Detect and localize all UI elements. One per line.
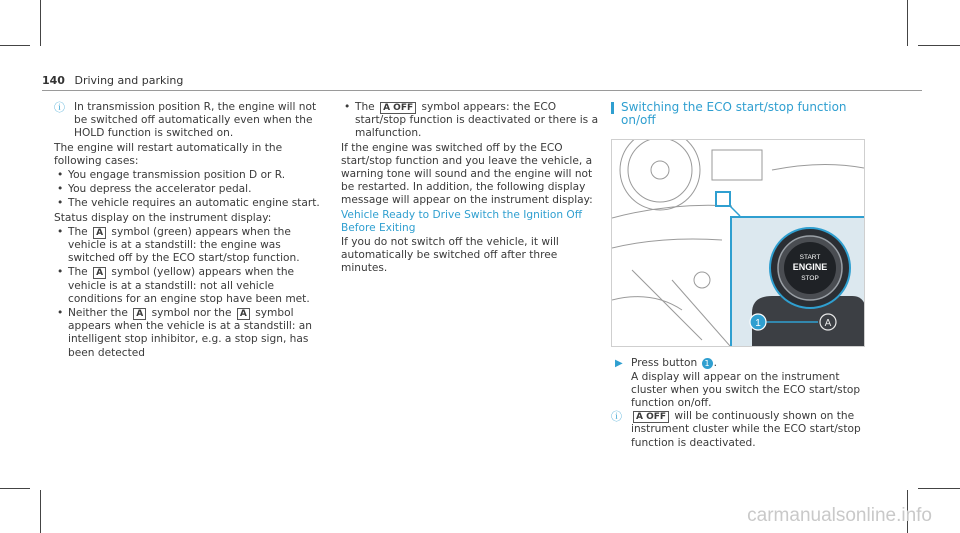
section-title: Driving and parking [74,74,184,87]
column-middle [341,101,603,277]
auto-off-paragraph: If you do not switch off the vehicle, it will automatically be switched off after three minutes. [341,236,559,275]
crop-mark [0,45,30,46]
engine-label: ENGINE [792,262,828,273]
restart-intro: The engine will restart automatically in the following cases: [54,141,283,167]
list-item: • Neither the A symbol nor the A symbol appears when the vehicle is at a standstill: an intelligent stop inhibitor, e.g. a stop sign, has been detected [54,307,326,360]
info-note: ⓘ In transmission position R, the engine will not be switched off automatically even when the HOLD function is switched on. [54,101,317,140]
column-left [54,101,326,361]
instruction-step: ▶ Press button 1 . A display will appear on the instrument cluster when you switch the ECO start/stop function on/off. [615,357,861,410]
callout-badge: 1 [755,318,761,330]
page-number: 140 [42,74,65,87]
eco-off-icon: A OFF [633,411,669,423]
section-heading: Switching the ECO start/stop function on/off [611,101,871,127]
crop-mark [907,0,908,46]
start-button-closeup [730,216,865,347]
crop-mark [40,490,41,533]
list-item: • The A symbol (green) appears when the vehicle is at a standstill: the engine was switched off by the ECO start/stop function. [54,226,326,266]
page-header [42,74,183,87]
list-item: • The vehicle requires an automatic engine start. [54,197,326,210]
warning-paragraph: If the engine was switched off by the ECO start/stop function and you leave the vehicle, a warning tone will sound and the engine will not be restarted. In addition, the following display message will appear on the instrument display: [341,141,593,207]
header-divider [42,90,922,91]
crop-mark [918,45,960,46]
eco-green-icon: A [93,227,106,239]
cockpit-illustration [611,139,865,347]
column-right [611,101,871,451]
stop-label: STOP [801,275,819,283]
start-label: START [799,254,821,262]
display-message: Vehicle Ready to Drive Switch the Ignition Off Before Exiting [341,208,583,234]
eco-button-icon: A [824,318,832,330]
status-intro: Status display on the instrument display: [54,211,272,224]
eco-green-icon: A [133,308,146,320]
eco-yellow-icon: A [93,267,106,279]
callout-badge: 1 [702,358,713,369]
crop-mark [40,0,41,46]
list-item: • You depress the accelerator pedal. [54,183,326,196]
watermark: carmanualsonline.info [747,505,932,526]
eco-off-icon: A OFF [380,102,416,114]
info-icon: ⓘ [611,410,622,424]
start-stop-button [732,218,865,347]
eco-yellow-icon: A [237,308,250,320]
info-icon: ⓘ [54,101,65,114]
list-item: • The A OFF symbol appears: the ECO start/stop function is deactivated or there is a malfunction. [341,101,603,141]
info-note: ⓘ A OFF will be continuously shown on the instrument cluster while the ECO start/stop function is deactivated. [611,410,861,449]
crop-mark [918,488,960,489]
list-item: • You engage transmission position D or R. [54,169,326,182]
arrow-right-icon: ▶ [615,358,623,370]
crop-mark [0,488,30,489]
list-item: • The A symbol (yellow) appears when the vehicle is at a standstill: not all vehicle conditions for an engine stop have been met. [54,266,326,306]
